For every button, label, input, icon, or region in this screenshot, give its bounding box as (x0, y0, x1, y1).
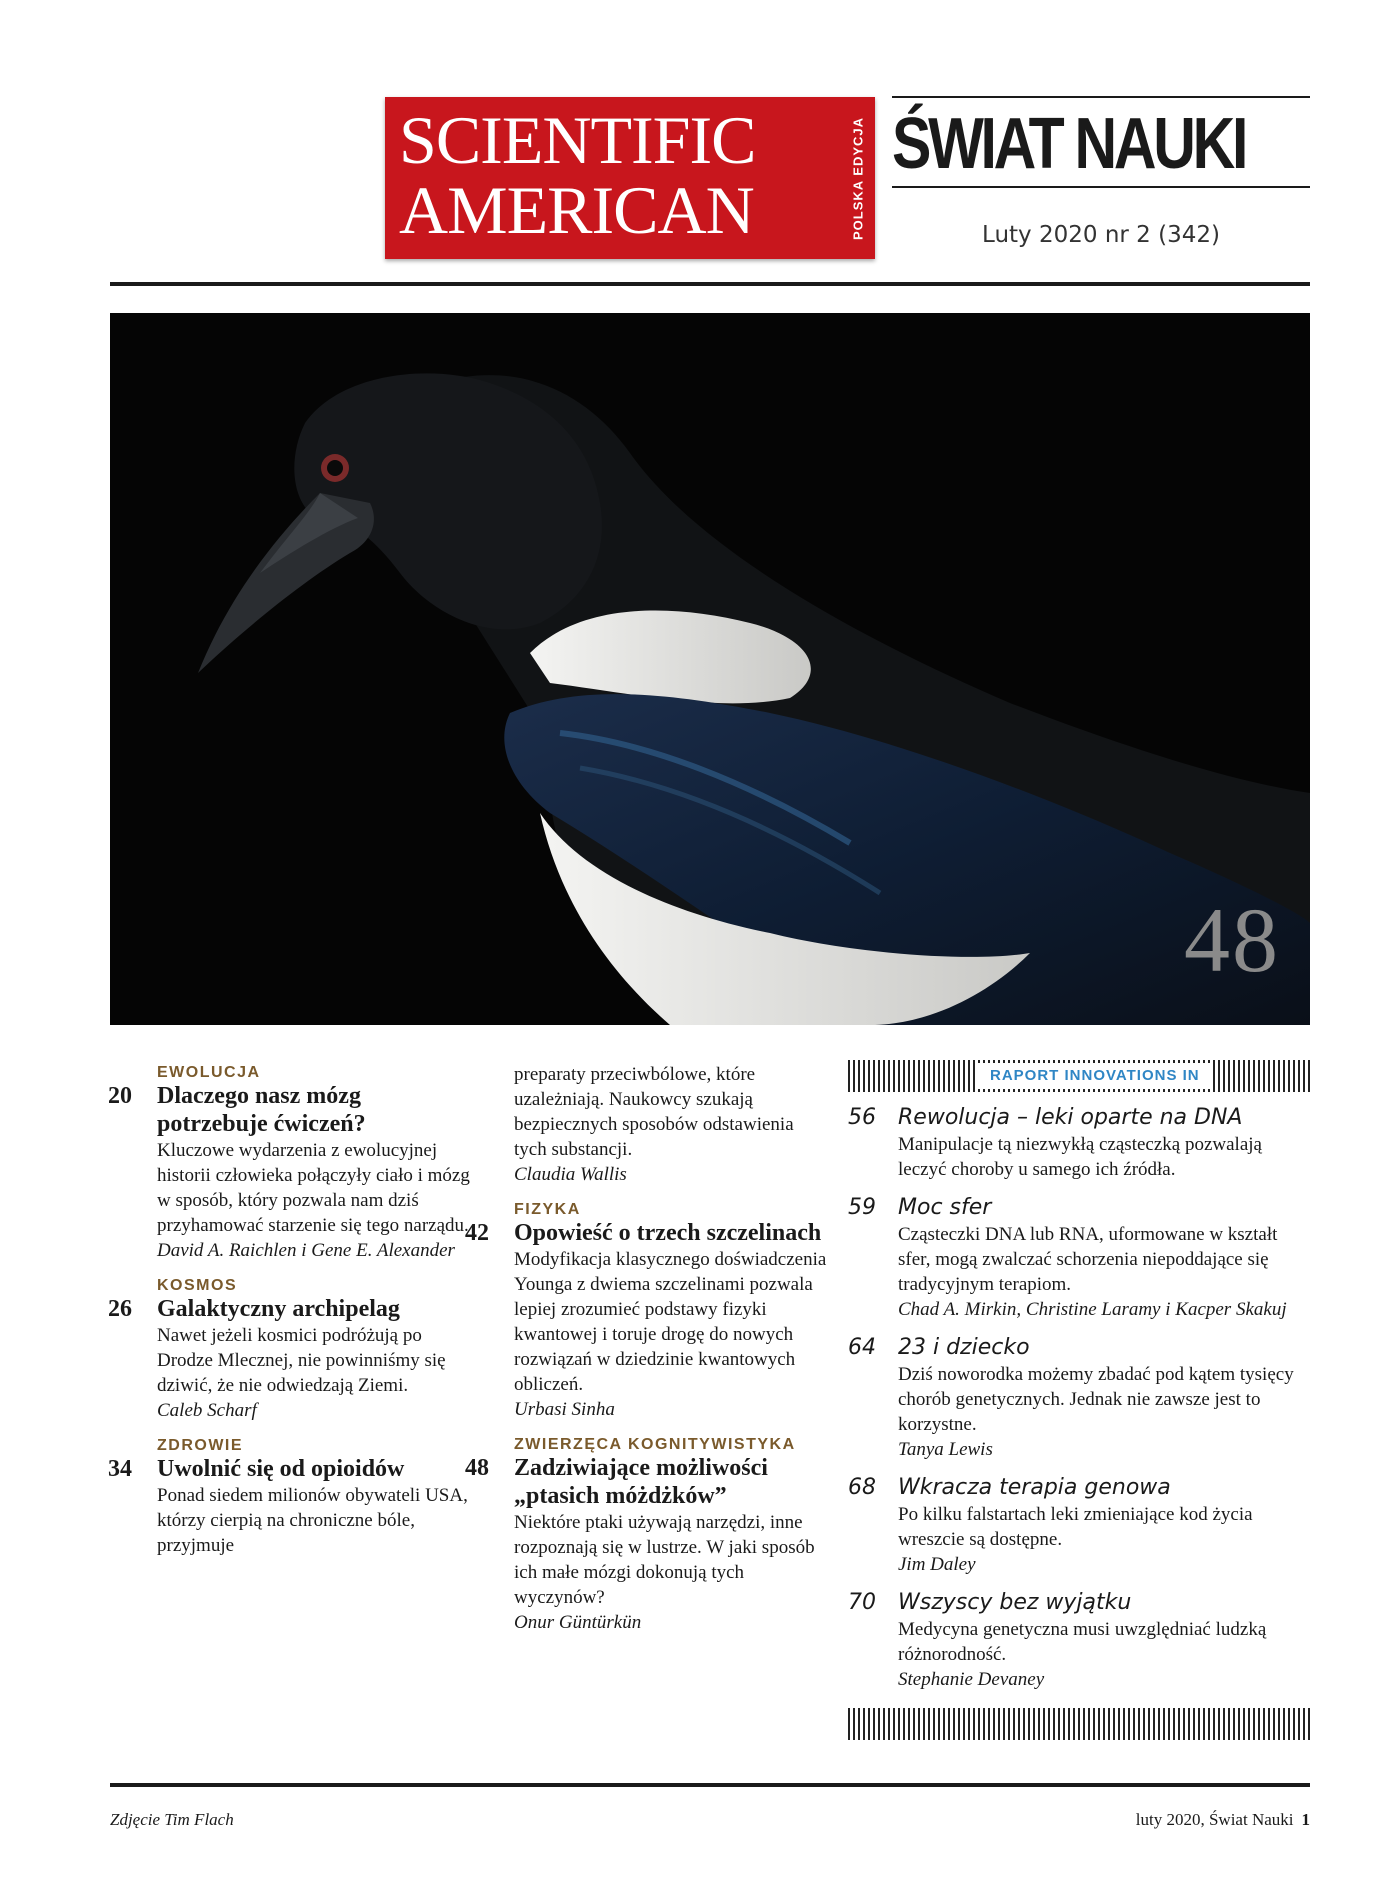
entry-description: Nawet jeżeli kosmici podróżują po Drodze Mlecznej, nie powinniśmy się dziwić, że nie odwiedzają Ziemi. (157, 1325, 446, 1396)
entry-title: Opowieść o trzech szczelinach (514, 1220, 822, 1246)
section-label: EWOLUCJA (157, 1064, 261, 1081)
entry-title: Galaktyczny archipelag (157, 1296, 400, 1322)
toc-entry-70[interactable] (848, 1589, 1310, 1617)
entry-title: Moc sfer (898, 1195, 992, 1220)
photo-credit: Zdjęcie Tim Flach (110, 1810, 234, 1829)
section-label: ZWIERZĘCA KOGNITYWISTYKA (514, 1436, 796, 1453)
swiat-nauki-title: ŚWIAT NAUKI (892, 104, 1246, 184)
toc-column-1 (108, 1060, 473, 1558)
entry-title: Wkracza terapia genowa (898, 1475, 1171, 1500)
entry-description: Po kilku falstartach leki zmieniające kod życia wreszcie są dostępne. (898, 1504, 1253, 1550)
entry-author: Caleb Scharf (157, 1400, 257, 1421)
footer-divider (110, 1783, 1310, 1787)
entry-author: Jim Daley (898, 1554, 976, 1575)
footer-publication (1136, 1810, 1310, 1830)
entry-description: Cząsteczki DNA lub RNA, uformowane w kształt sfer, mogą zwalczać schorzenia niepoddające się tradycyjnym terapiom. (898, 1224, 1278, 1295)
toc-entry-26[interactable] (108, 1295, 473, 1323)
entry-page-number: 20 (108, 1083, 132, 1109)
entry-author: Stephanie Devaney (898, 1669, 1045, 1690)
entry-author: Tanya Lewis (898, 1439, 993, 1460)
page-number: 1 (1301, 1810, 1310, 1829)
entry-description: Niektóre ptaki używają narzędzi, inne rozpoznają się w lustrze. W jaki sposób ich małe mózgi dokonują tych wyczynów? (514, 1512, 815, 1608)
toc-column-3 (848, 1060, 1310, 1740)
entry-description: Modyfikacja klasycznego doświadczenia Younga z dwiema szczelinami pozwala lepiej zrozumieć podstawy fizyki kwantowej i toruje drogę do nowych rozwiązań w dziedzinie kwantowych obliczeń. (514, 1249, 827, 1395)
logo-line-2: AMERICAN (399, 172, 754, 248)
toc-entry-56[interactable] (848, 1104, 1310, 1132)
footer-date: luty 2020, Świat Nauki (1135, 1810, 1294, 1829)
entry-author: David A. Raichlen i Gene E. Alexander (157, 1240, 455, 1261)
photo-page-reference: 48 (1184, 889, 1280, 991)
issue-info: Luty 2020 nr 2 (342) (982, 222, 1220, 248)
entry-description: Kluczowe wydarzenia z ewolucyjnej historii człowieka połączyły ciało i mózg w sposób, który pozwala nam dziś przyhamować starzenie się tego narządu. (157, 1140, 470, 1236)
toc-entry-59[interactable] (848, 1194, 1310, 1222)
report-label: RAPORT INNOVATIONS IN (978, 1063, 1212, 1089)
entry-page-number: 59 (848, 1195, 876, 1220)
toc-column-2 (465, 1060, 830, 1635)
section-label: KOSMOS (157, 1277, 238, 1294)
entry-page-number: 64 (848, 1335, 876, 1360)
entry-description: Dziś noworodka możemy zbadać pod kątem tysięcy chorób genetycznych. Jednak nie zawsze jest to korzystne. (898, 1364, 1294, 1435)
entry-page-number: 42 (465, 1220, 489, 1246)
masthead-rule-top (892, 96, 1310, 98)
continued-description: preparaty przeciwbólowe, które uzależniają. Naukowcy szukają bezpiecznych sposobów odstawienia tych substancji. (514, 1064, 794, 1160)
entry-page-number: 70 (848, 1590, 876, 1615)
continued-author: Claudia Wallis (514, 1164, 627, 1185)
entry-title: Zadziwiające możliwości „ptasich móżdżków” (514, 1455, 768, 1509)
header-divider (110, 282, 1310, 286)
entry-title: Rewolucja – leki oparte na DNA (898, 1105, 1243, 1130)
entry-description: Manipulacje tą niezwykłą cząsteczką pozwalają leczyć choroby u samego ich źródła. (898, 1134, 1262, 1180)
entry-page-number: 34 (108, 1456, 132, 1482)
report-barcode-top (848, 1060, 1310, 1092)
entry-title: Dlaczego nasz mózg potrzebuje ćwiczeń? (157, 1083, 366, 1137)
entry-title: 23 i dziecko (898, 1335, 1030, 1360)
entry-page-number: 48 (465, 1455, 489, 1481)
scientific-american-logo (385, 97, 875, 259)
toc-entry-42[interactable] (465, 1219, 830, 1247)
report-barcode-bottom (848, 1708, 1310, 1740)
entry-page-number: 56 (848, 1105, 876, 1130)
toc-entry-68[interactable] (848, 1474, 1310, 1502)
entry-title: Wszyscy bez wyjątku (898, 1590, 1132, 1615)
entry-author: Urbasi Sinha (514, 1399, 615, 1420)
toc-entry-34[interactable] (108, 1455, 473, 1483)
entry-author: Chad A. Mirkin, Christine Laramy i Kacper Skakuj (898, 1299, 1287, 1320)
toc-entry-20[interactable] (108, 1082, 473, 1138)
entry-description: Ponad siedem milionów obywateli USA, którzy cierpią na chroniczne bóle, przyjmuje (157, 1485, 468, 1556)
logo-line-1: SCIENTIFIC (399, 102, 756, 178)
section-label: FIZYKA (514, 1201, 581, 1218)
masthead-rule-bottom (892, 186, 1310, 188)
entry-author: Onur Güntürkün (514, 1612, 642, 1633)
toc-entry-48[interactable] (465, 1454, 830, 1510)
entry-description: Medycyna genetyczna musi uwzględniać ludzką różnorodność. (898, 1619, 1267, 1665)
magpie-photo (110, 313, 1310, 1025)
entry-title: Uwolnić się od opioidów (157, 1456, 405, 1482)
logo-edition: POLSKA EDYCJA (850, 116, 866, 240)
section-label: ZDROWIE (157, 1437, 244, 1454)
entry-page-number: 26 (108, 1296, 132, 1322)
toc-entry-64[interactable] (848, 1334, 1310, 1362)
magpie-illustration (110, 313, 1310, 1025)
entry-page-number: 68 (848, 1475, 876, 1500)
